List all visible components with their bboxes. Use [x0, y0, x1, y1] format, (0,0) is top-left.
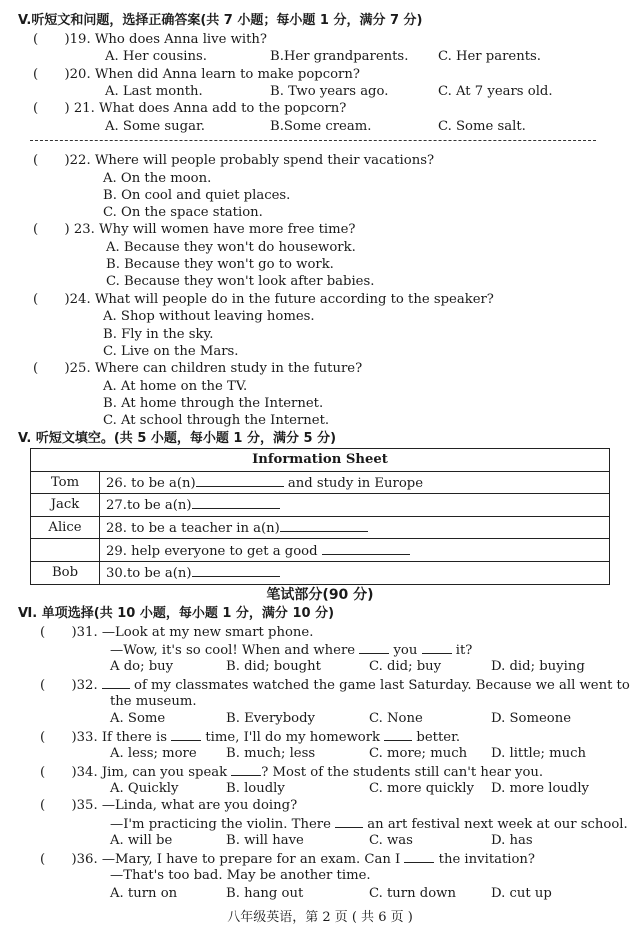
question-36: [40, 850, 535, 868]
row-text: 26. to be a(n): [106, 475, 196, 491]
q35-option-b: B. will have: [226, 833, 304, 848]
q19-option-b: B.Her grandparents.: [270, 49, 409, 64]
q33-option-d: D. little; much: [491, 746, 587, 761]
question-20: ( )20. When did Anna learn to make popcorn?: [33, 67, 360, 82]
q33-option-c: C. more; much: [369, 746, 468, 761]
row-text: 30.to be a(n): [106, 566, 192, 582]
row-content: [100, 561, 610, 584]
table-row: [31, 494, 610, 517]
q35-text-a: —I'm practicing the violin. There: [110, 817, 336, 832]
row-content: [100, 471, 610, 494]
table-title: Information Sheet: [31, 449, 610, 472]
q32-option-d: D. Someone: [491, 711, 572, 726]
q33-text-b: time, I'll do my homework: [201, 730, 385, 745]
table-row: [31, 561, 610, 584]
question-31: ( )31. —Look at my new smart phone.: [40, 625, 314, 640]
table-row: [31, 516, 610, 539]
q24-option-c: C. Live on the Mars.: [103, 344, 239, 359]
q31-option-b: B. did; bought: [226, 659, 321, 674]
q34-option-a: A. Quickly: [110, 781, 179, 796]
question-23: ( ) 23. Why will women have more free time?: [33, 222, 356, 237]
answer-blank-27[interactable]: [192, 496, 280, 509]
answer-blank-30[interactable]: [192, 564, 280, 577]
question-25: ( )25. Where can children study in the future?: [33, 361, 363, 376]
q31-text-a: —Wow, it's so cool! When and where: [110, 643, 360, 658]
q32-text-a: ( )32.: [40, 678, 102, 693]
row-content: [100, 516, 610, 539]
page-footer: 八年级英语，第 2 页 ( 共 6 页 ): [227, 910, 413, 925]
q32-blank[interactable]: [102, 676, 130, 689]
q24-option-b: B. Fly in the sky.: [103, 327, 214, 342]
q34-option-c: C. more quickly: [369, 781, 474, 796]
q32-option-c: C. None: [369, 711, 423, 726]
q34-option-d: D. more loudly: [491, 781, 589, 796]
row-text: 29. help everyone to get a good: [106, 543, 322, 559]
question-33: [40, 728, 460, 746]
q33-text-c: better.: [412, 730, 461, 745]
q31-text-c: it?: [451, 643, 473, 658]
question-35-line-2: [110, 815, 628, 833]
q21-option-b: B.Some cream.: [270, 119, 372, 134]
row-content: [100, 494, 610, 517]
question-21: ( ) 21. What does Anna add to the popcorn?: [33, 101, 347, 116]
row-text: 27.to be a(n): [106, 498, 192, 514]
q33-blank-1[interactable]: [171, 728, 201, 741]
q34-option-b: B. loudly: [226, 781, 285, 796]
q31-blank-1[interactable]: [359, 641, 389, 654]
table-header-row: [31, 449, 610, 472]
q35-option-a: A. will be: [110, 833, 173, 848]
q36-option-b: B. hang out: [226, 886, 304, 901]
row-name: Jack: [31, 494, 100, 517]
q22-option-c: C. On the space station.: [103, 205, 263, 220]
q34-text-b: ? Most of the students still can't hear you.: [261, 765, 544, 780]
q33-option-b: B. much; less: [226, 746, 316, 761]
q36-option-a: A. turn on: [110, 886, 178, 901]
question-31-line-2: [110, 641, 472, 659]
q19-option-c: C. Her parents.: [438, 49, 541, 64]
q20-option-c: C. At 7 years old.: [438, 84, 553, 99]
question-19: ( )19. Who does Anna live with?: [33, 32, 267, 47]
q22-option-a: A. On the moon.: [103, 171, 212, 186]
q25-option-c: C. At school through the Internet.: [103, 413, 330, 428]
information-sheet-table: [30, 448, 610, 585]
q25-option-b: B. At home through the Internet.: [103, 396, 324, 411]
q23-option-c: C. Because they won't look after babies.: [106, 274, 375, 289]
q21-option-c: C. Some salt.: [438, 119, 526, 134]
q35-option-d: D. has: [491, 833, 533, 848]
written-part-title: 笔试部分(90 分): [266, 587, 374, 603]
question-24: ( )24. What will people do in the future according to the speaker?: [33, 292, 494, 307]
row-name: Tom: [31, 471, 100, 494]
section-6-header: Ⅵ. 单项选择(共 10 小题，每小题 1 分，满分 10 分): [18, 606, 335, 621]
q24-option-a: A. Shop without leaving homes.: [103, 309, 315, 324]
q22-option-b: B. On cool and quiet places.: [103, 188, 291, 203]
q34-blank[interactable]: [231, 763, 261, 776]
q20-option-b: B. Two years ago.: [270, 84, 389, 99]
row-name: Bob: [31, 561, 100, 584]
row-name: [31, 539, 100, 562]
question-32: [40, 676, 630, 694]
q21-option-a: A. Some sugar.: [105, 119, 205, 134]
q23-option-a: A. Because they won't do housework.: [106, 240, 356, 255]
answer-blank-26[interactable]: [196, 474, 284, 487]
q36-text-b: the invitation?: [434, 852, 535, 867]
row-name: Alice: [31, 516, 100, 539]
q34-text-a: ( )34. Jim, can you speak: [40, 765, 232, 780]
section-5b-header: V. 听短文填空。(共 5 小题，每小题 1 分，满分 5 分): [18, 431, 337, 446]
row-text-after: and study in Europe: [283, 475, 424, 491]
q32-option-b: B. Everybody: [226, 711, 315, 726]
q33-blank-2[interactable]: [384, 728, 412, 741]
row-text: 28. to be a teacher in a(n): [106, 521, 280, 537]
q33-text-a: ( )33. If there is: [40, 730, 172, 745]
table-row: [31, 539, 610, 562]
question-34: [40, 763, 543, 781]
question-32-line-2: the museum.: [110, 694, 197, 709]
answer-blank-28[interactable]: [280, 519, 368, 532]
q36-option-c: C. turn down: [369, 886, 456, 901]
q35-blank[interactable]: [335, 815, 363, 828]
q31-option-a: A do; buy: [110, 659, 174, 674]
dashed-divider: [30, 140, 596, 141]
question-22: ( )22. Where will people probably spend their vacations?: [33, 153, 435, 168]
answer-blank-29[interactable]: [322, 542, 410, 555]
row-content: [100, 539, 610, 562]
question-35: ( )35. —Linda, what are you doing?: [40, 798, 298, 813]
q20-option-a: A. Last month.: [105, 84, 203, 99]
q32-text-b: of my classmates watched the game last Saturday. Because we all went to: [129, 678, 630, 693]
q33-option-a: A. less; more: [110, 746, 197, 761]
question-36-line-2: —That's too bad. May be another time.: [110, 868, 371, 883]
q31-blank-2[interactable]: [422, 641, 452, 654]
q36-text-a: ( )36. —Mary, I have to prepare for an exam. Can I: [40, 852, 405, 867]
section-5-header: V.听短文和问题，选择正确答案(共 7 小题；每小题 1 分，满分 7 分): [18, 13, 423, 28]
table-row: [31, 471, 610, 494]
q31-option-c: C. did; buy: [369, 659, 442, 674]
q35-text-b: an art festival next week at our school.: [363, 817, 628, 832]
q36-blank[interactable]: [404, 850, 434, 863]
q31-option-d: D. did; buying: [491, 659, 585, 674]
q32-option-a: A. Some: [110, 711, 166, 726]
q31-text-b: you: [389, 643, 422, 658]
q25-option-a: A. At home on the TV.: [103, 379, 248, 394]
q36-option-d: D. cut up: [491, 886, 552, 901]
q23-option-b: B. Because they won't go to work.: [106, 257, 334, 272]
q35-option-c: C. was: [369, 833, 413, 848]
q19-option-a: A. Her cousins.: [105, 49, 207, 64]
